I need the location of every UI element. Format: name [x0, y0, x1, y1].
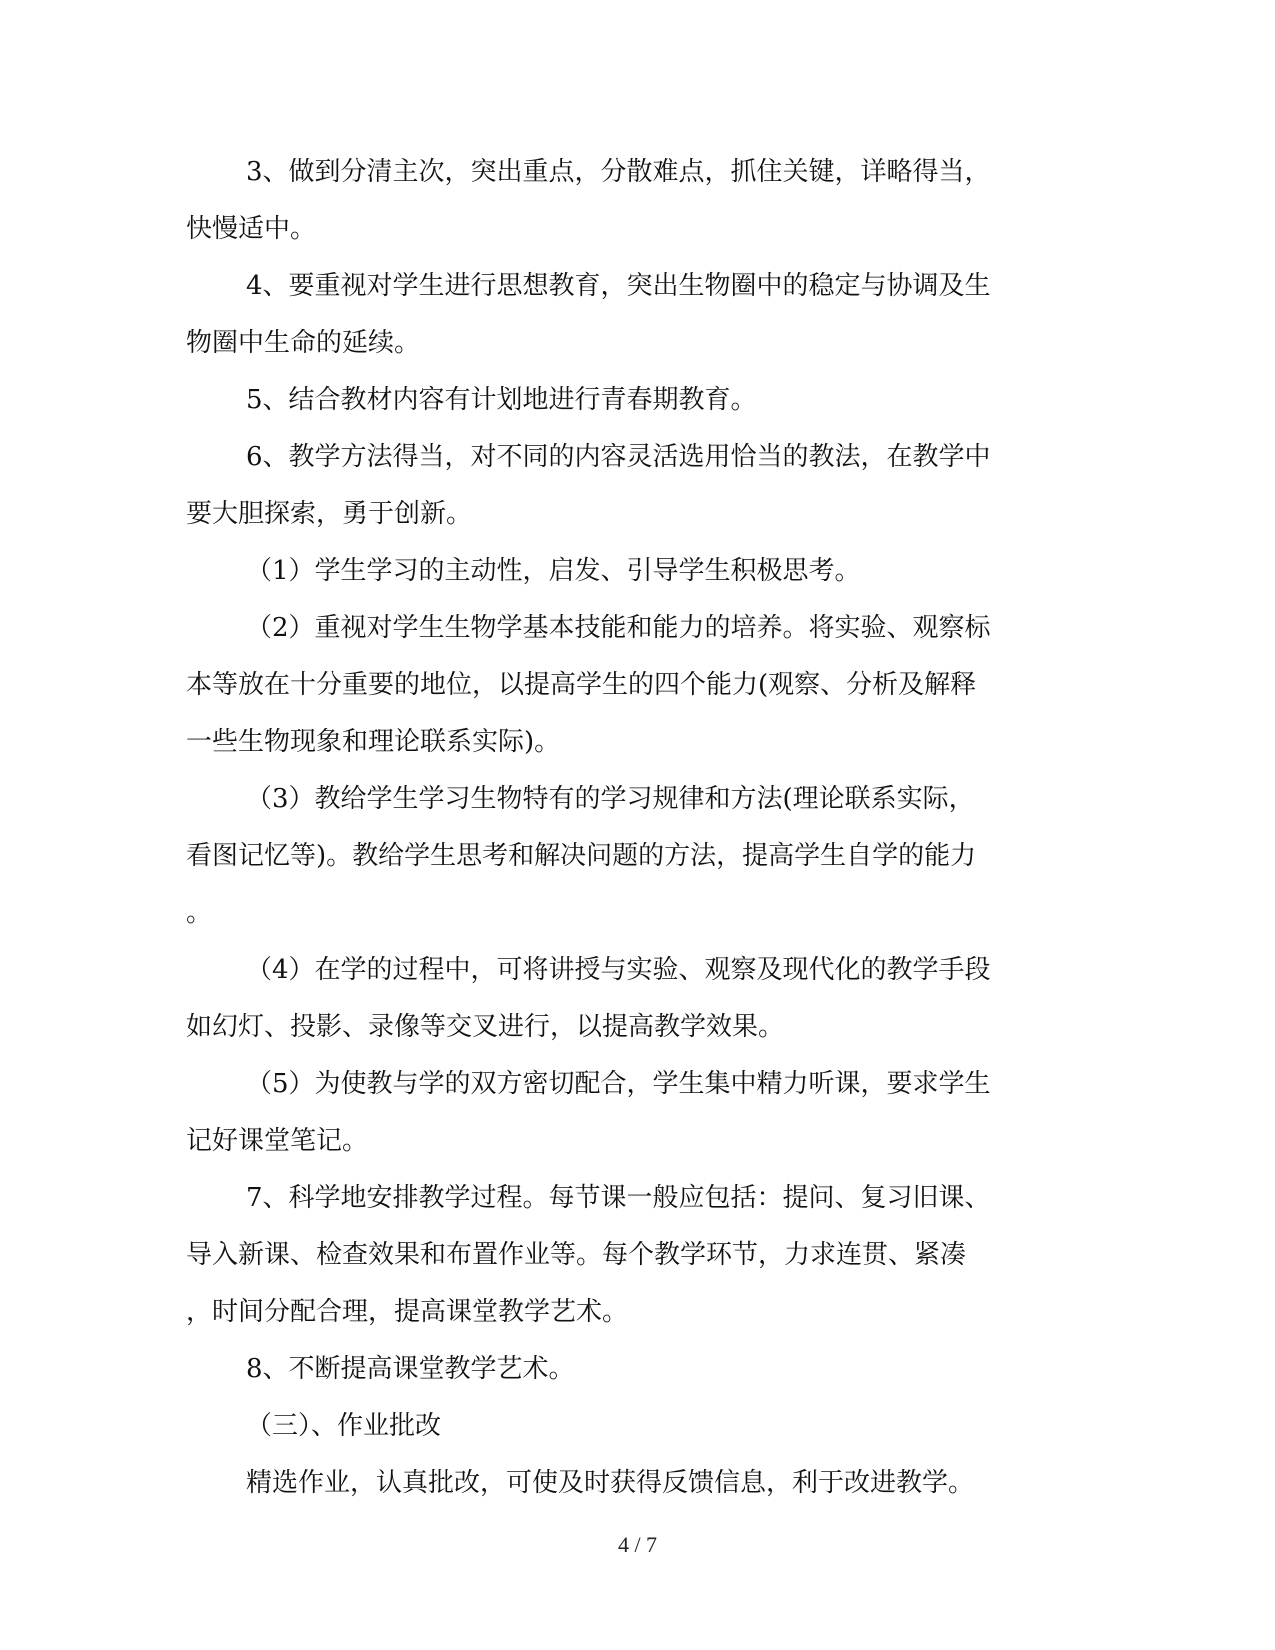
text-line: 看图记忆等)。教给学生思考和解决问题的方法，提高学生自学的能力: [186, 841, 977, 871]
paragraph-item-8: [186, 1341, 1071, 1398]
text-line: 记好课堂笔记。: [186, 1126, 369, 1156]
text-line: （4）在学的过程中，可将讲授与实验、观察及现代化的教学手段: [246, 955, 991, 985]
sub-item-4: [186, 942, 1071, 1056]
paragraph-item-5: [186, 372, 1071, 429]
text-line: 5、结合教材内容有计划地进行青春期教育。: [246, 385, 757, 415]
sub-item-2: [186, 600, 1071, 771]
text-line: 导入新课、检查效果和布置作业等。每个教学环节，力求连贯、紧凑: [186, 1240, 967, 1270]
sub-item-5: [186, 1056, 1071, 1170]
document-body: [186, 144, 1071, 1512]
text-line: （1）学生学习的主动性，启发、引导学生积极思考。: [246, 556, 861, 586]
text-line: 。: [186, 898, 213, 928]
paragraph-item-7: [186, 1170, 1071, 1341]
text-line: 4、要重视对学生进行思想教育，突出生物圈中的稳定与协调及生: [246, 271, 991, 301]
text-line: 物圈中生命的延续。: [186, 328, 421, 358]
text-line: 一些生物现象和理论联系实际)。: [186, 727, 561, 757]
section-heading: [186, 1398, 1071, 1455]
paragraph-item-3: [186, 144, 1071, 258]
text-line: 快慢适中。: [186, 214, 317, 244]
text-line: 6、教学方法得当，对不同的内容灵活选用恰当的教法，在教学中: [246, 442, 991, 472]
paragraph-item-4: [186, 258, 1071, 372]
text-line: 7、科学地安排教学过程。每节课一般应包括：提问、复习旧课、: [246, 1183, 991, 1213]
sub-item-3: [186, 771, 1071, 942]
page-number: 4 / 7: [617, 1532, 658, 1557]
paragraph-item-6: [186, 429, 1071, 543]
text-line: （三）、作业批改: [246, 1411, 442, 1441]
text-line: （3）教给学生学习生物特有的学习规律和方法(理论联系实际，: [246, 784, 975, 814]
text-line: （5）为使教与学的双方密切配合，学生集中精力听课，要求学生: [246, 1069, 991, 1099]
text-line: （2）重视对学生生物学基本技能和能力的培养。将实验、观察标: [246, 613, 991, 643]
paragraph-homework: [186, 1455, 1071, 1512]
text-line: 本等放在十分重要的地位，以提高学生的四个能力(观察、分析及解释: [186, 670, 977, 700]
text-line: 精选作业，认真批改，可使及时获得反馈信息，利于改进教学。: [246, 1468, 975, 1498]
text-line: 如幻灯、投影、录像等交叉进行，以提高教学效果。: [186, 1012, 785, 1042]
text-line: 要大胆探索，勇于创新。: [186, 499, 473, 529]
text-line: 3、做到分清主次，突出重点，分散难点，抓住关键，详略得当，: [246, 157, 991, 187]
text-line: ，时间分配合理，提高课堂教学艺术。: [186, 1297, 629, 1327]
text-line: 8、不断提高课堂教学艺术。: [246, 1354, 575, 1384]
sub-item-1: [186, 543, 1071, 600]
